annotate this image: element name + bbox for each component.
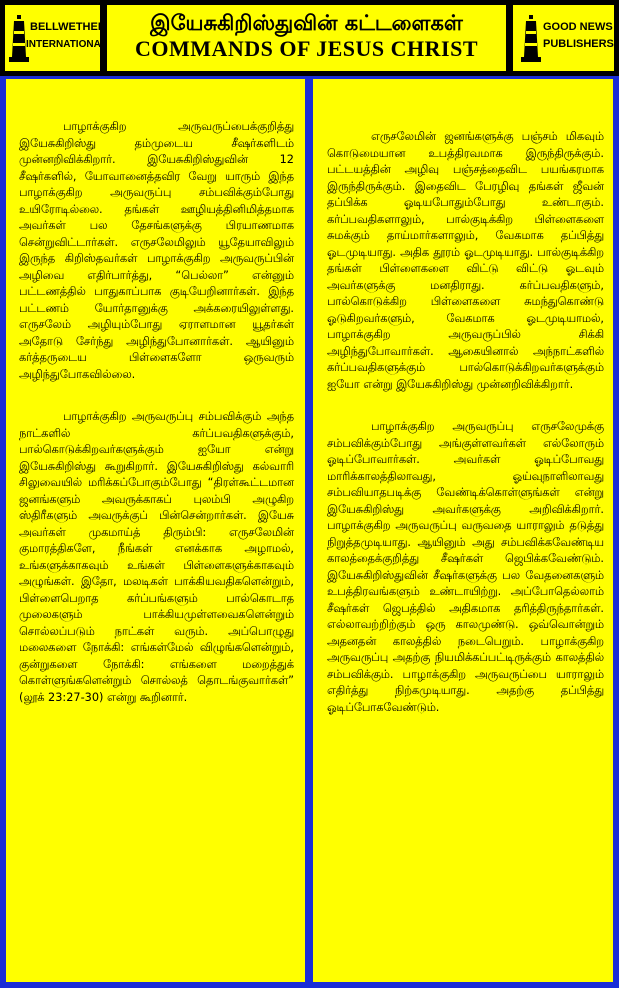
- title-english: COMMANDS OF JESUS CHRIST: [134, 36, 479, 61]
- left-column: [6, 79, 305, 982]
- header: [0, 0, 619, 76]
- title-box: [107, 5, 506, 71]
- right-paragraph-2: பாழாக்குகிற அருவருப்பு எருசலேமுக்கு சம்பவிக்கும்போது அங்குள்ளவர்கள் எல்லோரும் ஓடிப்போவார்கள். அவர்கள் ஓடிப்போவது மாரிக்காலத்திலாவது, ஓய்வுநாளிலாவது சம்பவியாதபடிக்கு வேண்டிக்கொள்ளுங்கள் என்று இயேசுகிறிஸ்து அவர்களுக்கு அறிவிக்கிறார். பாழாக்குகிற அருவருப்பு வருவதை யாராலும் தடுத்து நிறுத்தமுடியாது. ஆயினும் அது சம்பவிக்கவேண்டிய காலத்தைக்குறித்து சீஷர்கள் ஜெபிக்கவேண்டும். இயேசுகிறிஸ்துவின் சீஷர்களுக்கு பல வேதனைகளும் உபத்திரவங்களும் உண்டாயிற்று. அப்போதெல்லாம் சீஷர்கள் ஜெபத்தில் அதிகமாக தரித்திருந்தார்கள். எல்லாவற்றிற்கும் ஒரு காலமுண்டு. ஒவ்வொன்றும் அதனதன் காலத்தில் நடைபெறும். பாழாக்குகிற அருவருப்பு அதற்கு நியமிக்கப்பட்டிருக்கும் காலத்தில் சம்பவிக்கும். பாழாக்குகிற அருவருப்பை யாராலும் எதிர்த்து நிற்கமுடியாது. அதற்கு தப்பித்து ஓடிப்போகவேண்டும்.: [327, 420, 604, 714]
- left-paragraph-2: பாழாக்குகிற அருவருப்பு சம்பவிக்கும் அந்த நாட்களில் கர்ப்பவதிகளுக்கும், பால்கொடுக்கிறவர்களுக்கும் ஐயோ என்று இயேசுகிறிஸ்து கூறுகிறார். இயேசுகிறிஸ்து கல்வாரி சிலுவையில் மரிக்கப்போகும்போது “திரள்கூட்டமான ஜனங்களும் அவருக்காகப் புலம்பி அழுகிற ஸ்திரீகளும் அவருக்குப் பின்சென்றார்கள். இயேசு அவர்கள் முகமாய்த் திரும்பி: எருசலேமின் குமாரத்திகளே, நீங்கள் எனக்காக அழாமல், உங்களுக்காகவும் உங்கள் பிள்ளைகளுக்காகவும் அழுங்கள். இதோ, மலடிகள் பாக்கியவதிகளென்றும், பிள்ளைபெறாத கர்ப்பங்களும் பால்கொடாத முலைகளும் பாக்கியமுள்ளவைகளென்றும் சொல்லப்படும் நாட்கள் வரும். அப்பொழுது மலைகளை நோக்கி: எங்கள்மேல் விழுங்களென்றும், குன்றுகளை நோக்கி: எங்களை மறைத்துக் கொள்ளுங்களென்றும் சொல்லத் தொடங்குவார்கள்” (லூக் 23:27-30) என்று கூறினார்.: [19, 410, 294, 704]
- right-logo-line2: PUBLISHERS: [543, 38, 614, 50]
- left-logo-line1: BELLWETHER: [30, 21, 106, 33]
- left-logo-line2: INTERNATIONAL: [26, 39, 107, 50]
- right-column: [313, 79, 613, 982]
- lighthouse-icon: [521, 13, 541, 63]
- right-logo-line1: GOOD NEWS: [543, 21, 613, 33]
- left-paragraph-1: பாழாக்குகிற அருவருப்பைக்குறித்து இயேசுகிறிஸ்து தம்முடைய சீஷர்களிடம் முன்னறிவிக்கிறார். இயேசுகிறிஸ்துவின் 12 சீஷர்களில், யோவானைத்தவிர வேறு யாரும் இந்த பாழாக்குகிற அருவருப்பு சம்பவிக்கும்போது உயிரோடில்லை. தங்கள் ஊழியத்தினிமித்தமாக அவர்கள் பல தேசங்களுக்கு பிரயாணமாக சென்றுவிட்டார்கள். எருசலேமிலும் யூதேயாவிலும் இருந்த கிறிஸ்தவர்கள் பாழாக்குகிற அருவருப்பின் அழிவை எதிர்பார்த்து, “பெல்லா” என்னும் பட்டணத்தில் பாதுகாப்பாக குடியேறினார்கள். இந்த பட்டணம் யோர்தானுக்கு அக்கரையிலுள்ளது. எருசலேம் அழியும்போது ஏராளமான யூதர்கள் அதோடு சேர்ந்து அழிந்துபோனார்கள். ஆயினும் கர்த்தருடைய பிள்ளைகளோ ஒருவரும் அழிந்துபோகவில்லை.: [19, 120, 294, 381]
- title-tamil: இயேசுகிறிஸ்துவின் கட்டளைகள்: [150, 11, 463, 35]
- content-frame: [0, 76, 619, 988]
- good-news-logo: [513, 5, 614, 71]
- bellwether-logo: [5, 5, 107, 71]
- right-paragraph-1: எருசலேமின் ஜனங்களுக்கு பஞ்சம் மிகவும் கொடுமையான உபத்திரவமாக இருந்திருக்கும். பட்டயத்தின் அழிவு பஞ்சத்தைவிட பயங்கரமாக இருந்திருக்கும். இதைவிட பேரழிவு தங்கள் ஜீவன் தப்பிக்க ஓடியபோதும்போது உண்டாகும். கர்ப்பவதிகளாலும், பால்குடிக்கிற பிள்ளைகளை சுமக்கும் தாய்மார்களாலும், வேகமாக தப்பித்து ஓடமுடியாது. அதிக தூரம் ஓடமுடியாது. பால்குடிக்கிற தங்கள் பிள்ளைகளை விட்டு விட்டு ஓடவும் அவர்களுக்கு மனதிராது. கர்ப்பவதிகளும், பால்கொடுக்கிற பிள்ளைகளை சுமந்துகொண்டு ஓடுகிறவர்களும், வேகமாக ஓடமுடியாமல், பாழாக்குகிற அருவருப்பில் சிக்கி அழிந்துபோவார்கள். ஆகையினால் அந்நாட்களில் கர்ப்பவதிகளுக்கும் பால்கொடுக்கிறவர்களுக்கும் ஐயோ என்று இயேசுகிறிஸ்து முன்னறிவிக்கிறார்.: [327, 130, 604, 391]
